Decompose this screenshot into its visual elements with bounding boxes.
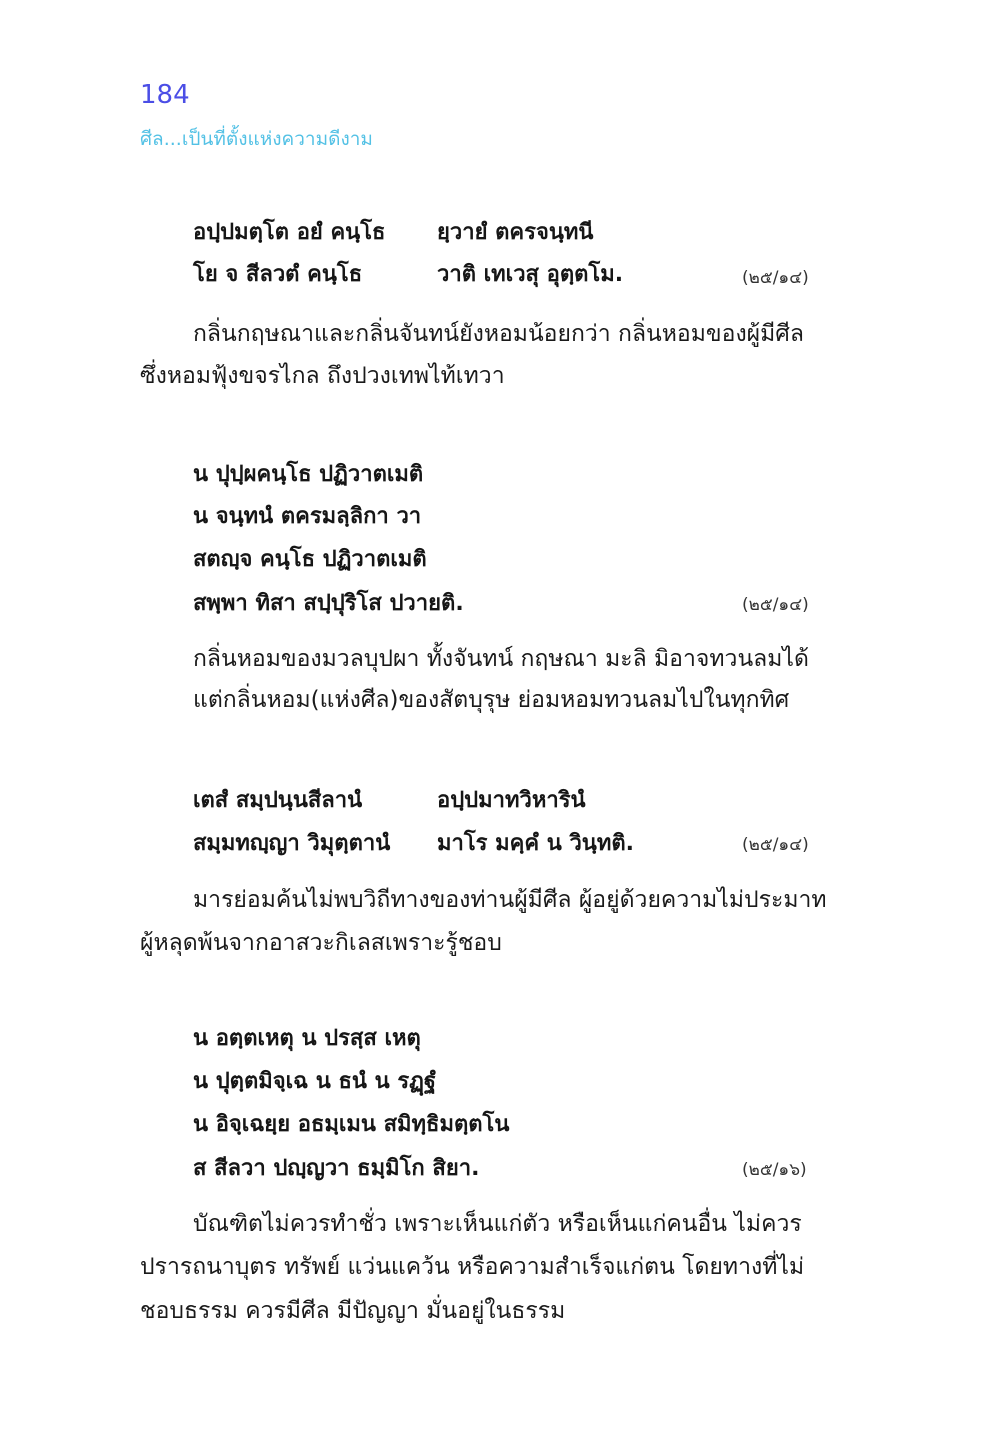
verse-3-line-2-right: มาโร มคฺคํ น วินฺทติ. bbox=[437, 831, 634, 856]
verse-2-line-2: น จนฺทนํ ตครมลฺลิกา วา bbox=[193, 504, 422, 529]
translation-3-line-1: มารย่อมค้นไม่พบวิถีทางของท่านผู้มีศีล ผู้อยู่ด้วยความไม่ประมาท bbox=[193, 887, 827, 913]
verse-2-line-3: สตญฺจ คนฺโธ ปฏิวาตเมติ bbox=[193, 547, 427, 572]
verse-3-reference: (๒๕/๑๔) bbox=[742, 835, 809, 855]
running-title: ศีล...เป็นที่ตั้งแห่งความดีงาม bbox=[140, 128, 373, 150]
translation-2-line-1: กลิ่นหอมของมวลบุปผา ทั้งจันทน์ กฤษณา มะลิ มิอาจทวนลมได้ bbox=[193, 646, 809, 672]
verse-1-line-2-left: โย จ สีลวตํ คนฺโธ bbox=[193, 262, 363, 287]
verse-4-line-3: น อิจฺเฉยฺย อธมฺเมน สมิทฺธิมตฺตโน bbox=[193, 1112, 510, 1137]
translation-3-line-2: ผู้หลุดพ้นจากอาสวะกิเลสเพราะรู้ชอบ bbox=[140, 930, 502, 956]
verse-2-line-4: สพฺพา ทิสา สปฺปุริโส ปวายติ. bbox=[193, 591, 464, 616]
verse-3-line-1-right: อปฺปมาทวิหารินํ bbox=[437, 788, 586, 813]
verse-2-line-1: น ปุปฺผคนฺโธ ปฏิวาตเมติ bbox=[193, 462, 424, 487]
verse-4-line-4: ส สีลวา ปญฺญวา ธมฺมิโก สิยา. bbox=[193, 1156, 480, 1181]
translation-1-line-2: ซึ่งหอมฟุ้งขจรไกล ถึงปวงเทพไท้เทวา bbox=[140, 363, 505, 389]
translation-4-line-3: ชอบธรรม ควรมีศีล มีปัญญา มั่นอยู่ในธรรม bbox=[140, 1298, 566, 1324]
page-number: 184 bbox=[140, 80, 190, 110]
verse-3-line-2-left: สมฺมทญฺญา วิมุตฺตานํ bbox=[193, 831, 391, 856]
translation-4-line-1: บัณฑิตไม่ควรทำชั่ว เพราะเห็นแก่ตัว หรือเห็นแก่คนอื่น ไม่ควร bbox=[193, 1211, 802, 1237]
translation-2-line-2: แต่กลิ่นหอม(แห่งศีล)ของสัตบุรุษ ย่อมหอมทวนลมไปในทุกทิศ bbox=[193, 687, 790, 713]
verse-1-line-1-left: อปฺปมตฺโต อยํ คนฺโธ bbox=[193, 220, 386, 245]
verse-2-reference: (๒๕/๑๔) bbox=[742, 595, 809, 615]
verse-1-reference: (๒๕/๑๔) bbox=[742, 268, 809, 288]
verse-1-line-2-right: วาติ เทเวสุ อุตฺตโม. bbox=[437, 262, 624, 287]
verse-4-line-1: น อตฺตเหตุ น ปรสฺส เหตุ bbox=[193, 1026, 421, 1051]
translation-4-line-2: ปรารถนาบุตร ทรัพย์ แว่นแคว้น หรือความสำเร็จแก่ตน โดยทางที่ไม่ bbox=[140, 1254, 805, 1280]
translation-1-line-1: กลิ่นกฤษณาและกลิ่นจันทน์ยังหอมน้อยกว่า กลิ่นหอมของผู้มีศีล bbox=[193, 321, 805, 347]
verse-1-line-1-right: ยฺวายํ ตครจนฺทนี bbox=[437, 220, 594, 245]
verse-4-reference: (๒๕/๑๖) bbox=[742, 1160, 807, 1180]
verse-4-line-2: น ปุตฺตมิจฺเฉ น ธนํ น รฏฺฐํ bbox=[193, 1069, 437, 1094]
verse-3-line-1-left: เตสํ สมฺปนฺนสีลานํ bbox=[193, 788, 363, 813]
